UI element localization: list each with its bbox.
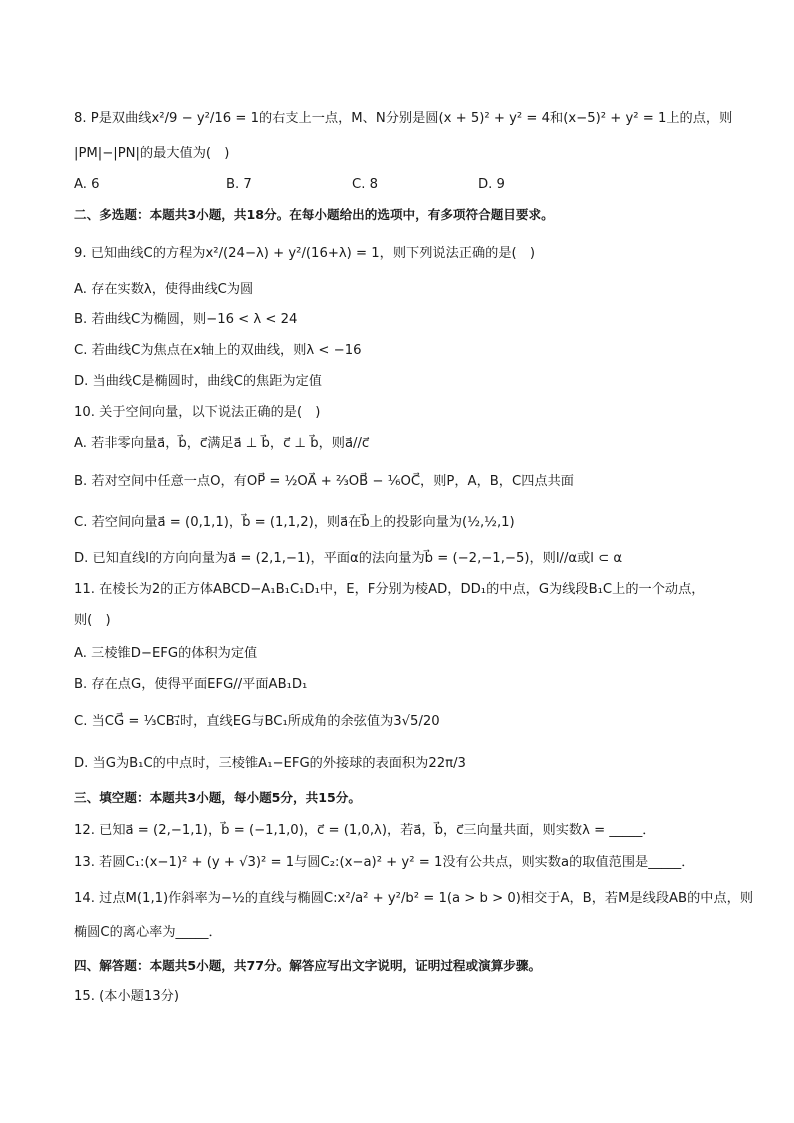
- question-9-option-c: C. 若曲线C为焦点在x轴上的双曲线，则λ < −16: [74, 343, 362, 358]
- question-11-option-a: A. 三棱锥D−EFG的体积为定值: [74, 646, 258, 661]
- question-10-option-d: D. 已知直线l的方向向量为a⃗ = (2,1,−1)，平面α的法向量为b⃗ = (−2,−1,−5)，则l//α或l ⊂ α: [74, 551, 623, 566]
- question-11-option-d: D. 当G为B₁C的中点时，三棱锥A₁−EFG的外接球的表面积为22π/3: [74, 756, 466, 771]
- question-13: 13. 若圆C₁:(x−1)² + (y + √3)² = 1与圆C₂:(x−a)² + y² = 1没有公共点，则实数a的取值范围是_____．: [74, 855, 695, 870]
- question-8-option-c: C. 8: [352, 177, 378, 192]
- question-9-stem: 9. 已知曲线C的方程为x²/(24−λ) + y²/(16+λ) = 1，则下列说法正确的是( ): [74, 246, 536, 261]
- question-15-header: 15. (本小题13分): [74, 989, 179, 1004]
- question-8-stem-cont: |PM|−|PN|的最大值为( ): [74, 146, 230, 161]
- question-14-stem-cont: 椭圆C的离心率为_____．: [74, 925, 222, 940]
- question-10-option-c: C. 若空间向量a⃗ = (0,1,1)，b⃗ = (1,1,2)，则a⃗在b⃗上的投影向量为(½,½,1): [74, 515, 515, 530]
- question-8-option-b: B. 7: [226, 177, 252, 192]
- question-10-option-b: B. 若对空间中任意一点O，有OP⃗ = ½OA⃗ + ⅔OB⃗ − ⅙OC⃗，则P，A，B，C四点共面: [74, 474, 574, 489]
- question-9-option-b: B. 若曲线C为椭圆，则−16 < λ < 24: [74, 312, 298, 327]
- question-12: 12. 已知a⃗ = (2,−1,1)，b⃗ = (−1,1,0)，c⃗ = (1,0,λ)，若a⃗，b⃗，c⃗三向量共面，则实数λ = _____．: [74, 823, 656, 838]
- question-8-option-d: D. 9: [478, 177, 505, 192]
- question-10-option-a: A. 若非零向量a⃗，b⃗，c⃗满足a⃗ ⊥ b⃗，c⃗ ⊥ b⃗，则a⃗//c⃗: [74, 436, 370, 451]
- question-9-option-d: D. 当曲线C是椭圆时，曲线C的焦距为定值: [74, 374, 322, 389]
- section-heading-fill-in: 三、填空题：本题共3小题，每小题5分，共15分。: [74, 790, 361, 805]
- question-11-stem: 11. 在棱长为2的正方体ABCD−A₁B₁C₁D₁中，E，F分别为棱AD，DD₁的中点，G为线段B₁C上的一个动点，: [74, 582, 705, 597]
- question-11-option-c: C. 当CG⃗ = ⅓CB₁⃗时，直线EG与BC₁所成角的余弦值为3√5/20: [74, 714, 440, 729]
- question-8-option-a: A. 6: [74, 177, 100, 192]
- section-heading-solutions: 四、解答题：本题共5小题，共77分。解答应写出文字说明，证明过程或演算步骤。: [74, 958, 542, 973]
- question-9-option-a: A. 存在实数λ，使得曲线C为圆: [74, 282, 254, 297]
- question-11-option-b: B. 存在点G，使得平面EFG//平面AB₁D₁: [74, 677, 308, 692]
- section-heading-multiple-choice: 二、多选题：本题共3小题，共18分。在每小题给出的选项中，有多项符合题目要求。: [74, 207, 554, 222]
- question-11-stem-cont: 则( ): [74, 613, 111, 628]
- question-14-stem: 14. 过点M(1,1)作斜率为−½的直线与椭圆C:x²/a² + y²/b² = 1(a > b > 0)相交于A，B，若M是线段AB的中点，则: [74, 891, 754, 906]
- question-8-stem: 8. P是双曲线x²/9 − y²/16 = 1的右支上一点，M、N分别是圆(x + 5)² + y² = 4和(x−5)² + y² = 1上的点，则: [74, 111, 733, 126]
- question-10-stem: 10. 关于空间向量，以下说法正确的是( ): [74, 405, 321, 420]
